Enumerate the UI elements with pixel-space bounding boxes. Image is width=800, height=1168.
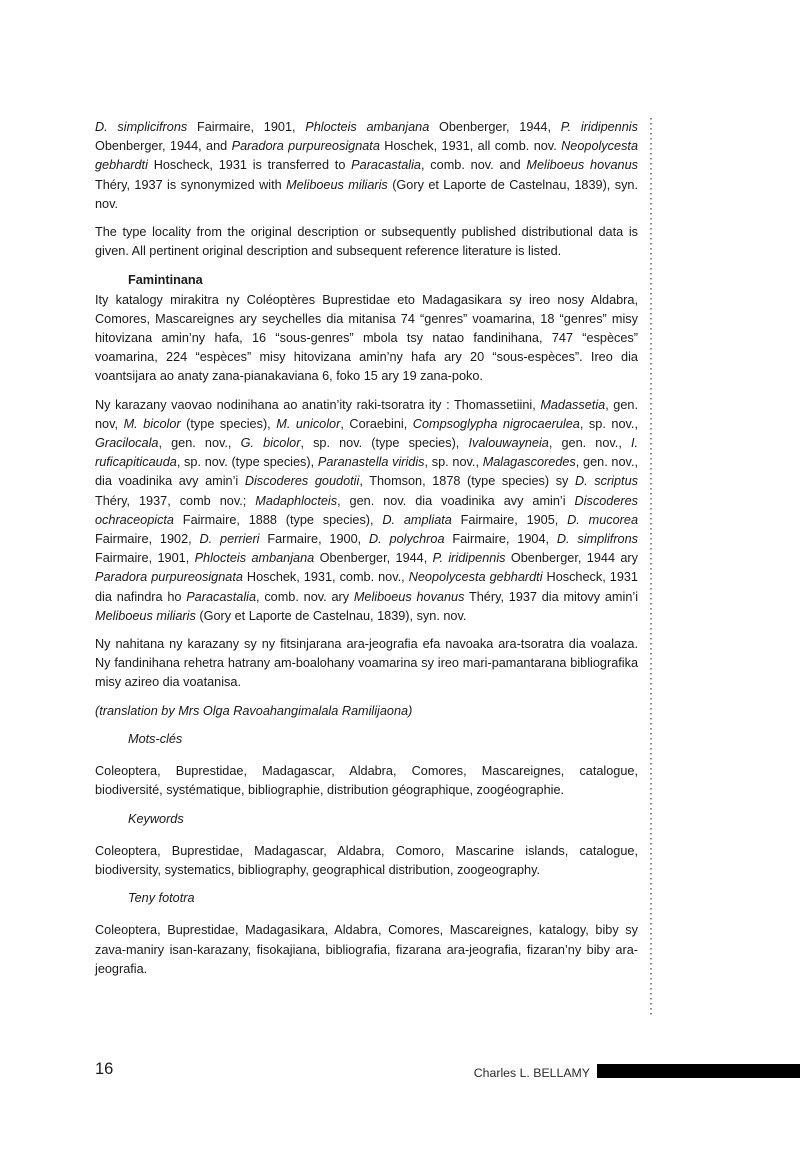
running-author: Charles L. BELLAMY: [473, 1066, 590, 1080]
section-heading-famintinana: Famintinana: [128, 273, 203, 288]
translation-credit: (translation by Mrs Olga Ravoahangimalala Ramilijaona): [95, 703, 413, 718]
section-heading-mots-cles: Mots-clés: [128, 731, 183, 746]
paragraph-nomenclature-summary: D. simplicifrons Fairmaire, 1901, Phlocteis ambanjana Obenberger, 1944, P. iridipennis Obenberger, 1944, and Paradora purpureosignata Hoschek, 1931, all comb. nov. Neopolycesta gebhardti Hoscheck, 1931 is transferred to Paracastalia, comb. nov. and Meliboeus hovanus Théry, 1937 is synonymized with Meliboeus miliaris (Gory et Laporte de Castelnau, 1839), syn. nov.: [95, 120, 639, 211]
paragraph-keywords: Coleoptera, Buprestidae, Madagascar, Aldabra, Comoro, Mascarine islands, catalogue, biodiversity, systematics, bibliography, geographical distribution, zoogeography.: [95, 843, 638, 877]
section-heading-teny-fototra: Teny fototra: [128, 891, 195, 906]
dotted-rule: [650, 118, 652, 1018]
section-heading-keywords: Keywords: [128, 811, 184, 826]
text-block: [95, 118, 638, 988]
paragraph-mots-cles: Coleoptera, Buprestidae, Madagascar, Aldabra, Comores, Mascareignes, catalogue, biodiversité, systématique, bibliographie, distribution géographique, zoogéographie.: [95, 764, 638, 798]
page-number: 16: [95, 1060, 114, 1078]
paragraph-type-locality: The type locality from the original description or subsequently published distributional data is given. All pertinent original description and subsequent reference literature is listed.: [95, 225, 638, 259]
footer-bar: [597, 1064, 800, 1078]
paragraph-nahitana: Ny nahitana ny karazany sy ny fitsinjarana ara-jeografia efa navoaka ara-tsoratra dia voalaza. Ny fandinihana rehetra hatrany am-boalohany voamarina sy ireo mari-pamantarana bibliografika misy azireo dia voatanisa.: [95, 637, 638, 690]
paragraph-katalogy: Ity katalogy mirakitra ny Coléoptères Buprestidae eto Madagasikara sy ireo nosy Aldabra, Comores, Mascareignes ary seychelles dia mitanisa 74 “genres” voamarina, 18 “genres” misy hitovizana amin’ny hafa, 16 “sous-genres” mbola tsy natao fandinihana, 747 “espèces” voamarina, 224 “espèces” misy hitovizana amin’ny hafa ary 20 “sous-espèces”. Ireo dia voantsijara ao anaty zana-pianakaviana 6, foko 15 ary 19 zana-poko.: [95, 292, 638, 384]
paragraph-karazany: Ny karazany vaovao nodinihana ao anatin’ity raki-tsoratra ity : Thomassetiini, Madassetia, gen. nov, M. bicolor (type species), M. unicolor, Coraebini, Compsoglypha nigrocaerulea, sp. nov., Gracilocala, gen. nov., G. bicolor, sp. nov. (type species), Ivalouwayneia, gen. nov., I. ruficapiticauda, sp. nov. (type species), Paranastella viridis, sp. nov., Malagascoredes, gen. nov., dia voadinika avy amin’i Discoderes goudotii, Thomson, 1878 (type species) sy D. scriptus Théry, 1937, comb nov.; Madaphlocteis, gen. nov. dia voadinika avy amin’i Discoderes ochraceopicta Fairmaire, 1888 (type species), D. ampliata Fairmaire, 1905, D. mucorea Fairmaire, 1902, D. perrieri Farmaire, 1900, D. polychroa Fairmaire, 1904, D. simplifrons Fairmaire, 1901, Phlocteis ambanjana Obenberger, 1944, P. iridipennis Obenberger, 1944 ary Paradora purpureosignata Hoschek, 1931, comb. nov., Neopolycesta gebhardti Hoscheck, 1931 dia nafindra ho Paracastalia, comb. nov. ary Meliboeus hovanus Théry, 1937 dia mitovy amin’i Meliboeus miliaris (Gory et Laporte de Castelnau, 1839), syn. nov.: [95, 397, 639, 623]
paragraph-teny-fototra: Coleoptera, Buprestidae, Madagasikara, Aldabra, Comores, Mascareignes, katalogy, biby sy zava-maniry isan-karazany, fisokajiana, bibliografia, fizarana ara-jeografia, fizaran’ny biby ara-jeografia.: [95, 923, 638, 976]
